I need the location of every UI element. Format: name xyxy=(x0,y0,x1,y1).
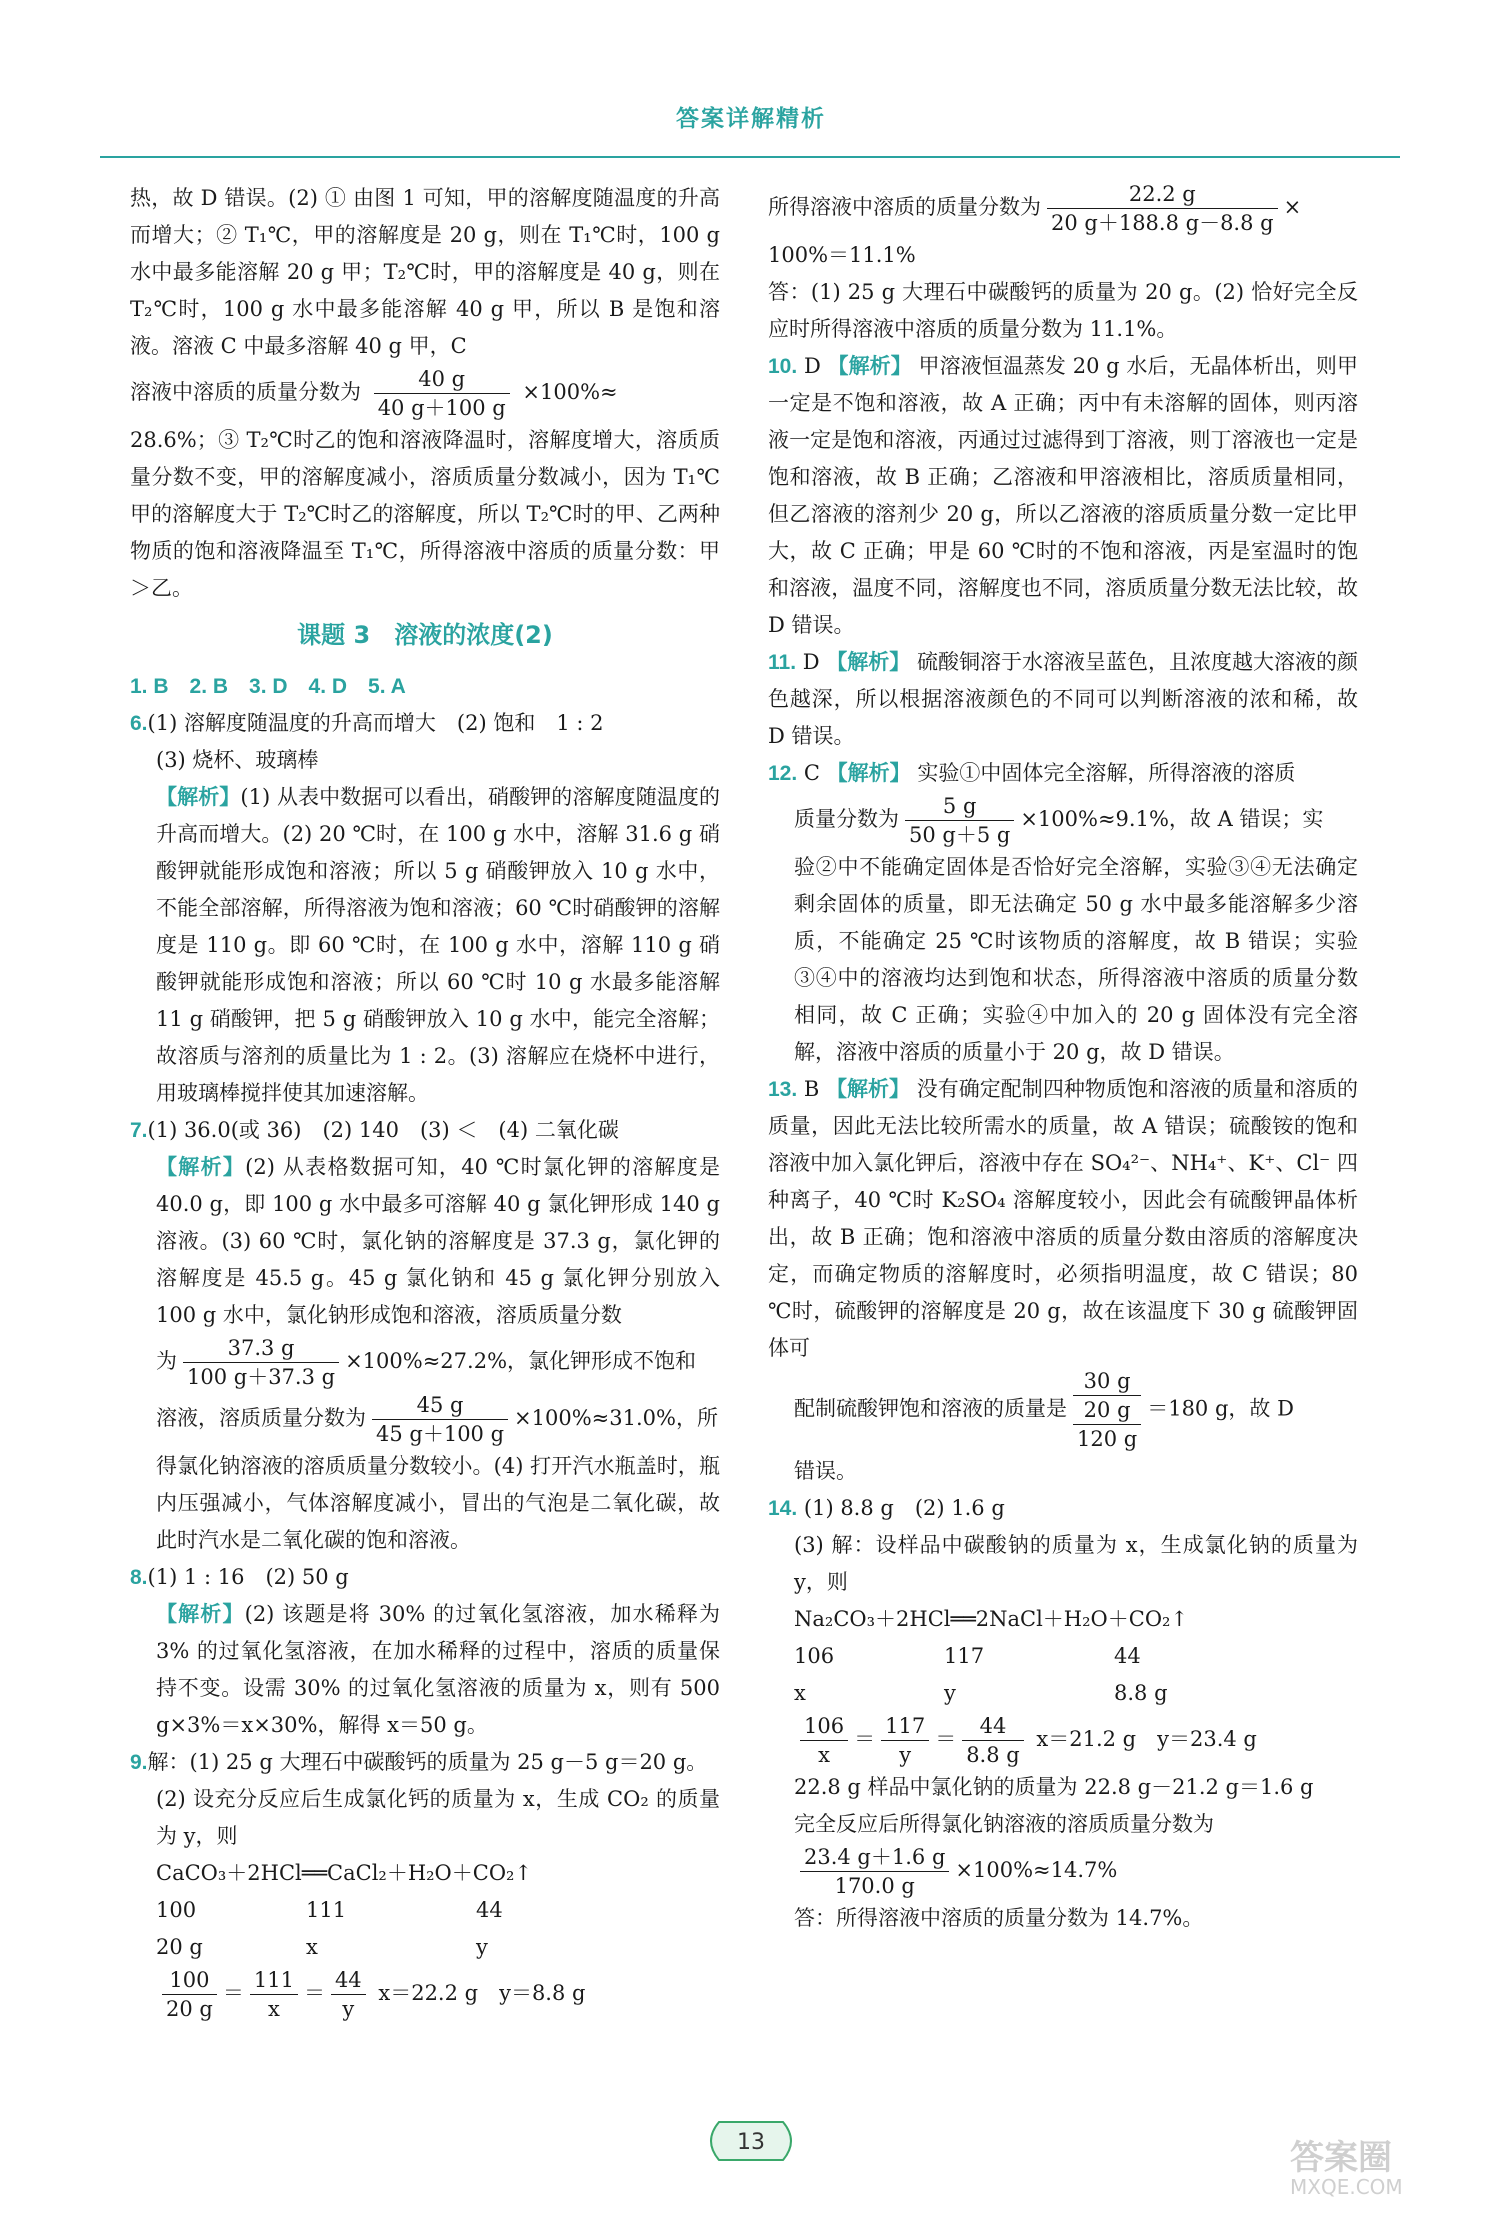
q7-f2-post: ×100%≈31.0%，所 xyxy=(514,1406,718,1430)
q8-analysis xyxy=(130,1596,720,1744)
top: 30 g xyxy=(1073,1367,1141,1396)
q9c-post: × xyxy=(1283,195,1302,219)
q9-value-row xyxy=(130,1929,720,1966)
q7-ans: (1) 36.0(或 36) (2) 140 (3) ＜ (4) 二氧化碳 xyxy=(147,1118,619,1142)
header-divider xyxy=(100,156,1400,158)
cell: 111 xyxy=(306,1898,347,1922)
q7-text: (2) 从表格数据可知，40 ℃时氯化钾的溶解度是 40.0 g，即 100 g 水中最多可溶解 40 g 氯化钾形成 140 g 溶液。(3) 60 ℃时，氯化钠的溶解度是 37.3 g，氯化钾的溶解度是 45.5 g。45 g 氯化钠和 45 g 氯化钾分别放入 100 g 水中，氯化钠形成饱和溶液，溶质质量分数 xyxy=(156,1155,721,1327)
page-number-badge xyxy=(701,2118,801,2164)
q6-answer-2: (3) 烧杯、玻璃棒 xyxy=(156,748,319,772)
q8-ans: (1) 1 : 16 (2) 50 g xyxy=(147,1565,349,1589)
intro-fraction-line xyxy=(130,365,720,422)
complex-fraction xyxy=(1073,1367,1141,1453)
fraction xyxy=(183,1334,339,1391)
q6-ans: (1) 溶解度随温度的升高而增大 (2) 饱和 1 : 2 xyxy=(147,711,604,735)
q10-number: 10. xyxy=(768,355,798,378)
fraction xyxy=(962,1712,1024,1769)
numerator: 117 xyxy=(881,1712,929,1741)
page-number: 13 xyxy=(737,2130,765,2155)
cell: 8.8 g xyxy=(1114,1681,1168,1705)
denominator: 20 g xyxy=(166,1997,213,2021)
q10 xyxy=(768,348,1358,644)
q14-line-3: 完全反应后所得氯化钠溶液的溶质质量分数为 xyxy=(794,1812,1214,1836)
q10-ans: D xyxy=(803,354,821,378)
intro-tail: 28.6%；③ T₂℃时乙的饱和溶液降温时，溶解度增大，溶质质量分数不变，甲的溶解度减小，溶质质量分数减小，因为 T₁℃甲的溶解度大于 T₂℃时乙的溶解度，所以 T₂℃时的甲、乙两种物质的饱和溶液降温至 T₁℃，所得溶液中溶质的质量分数：甲＞乙。 xyxy=(130,428,720,600)
q7-frac-2 xyxy=(130,1391,720,1448)
numerator: 37.3 g xyxy=(183,1334,339,1363)
denominator: y xyxy=(342,1997,355,2021)
answers-1-5: 1. B 2. B 3. D 4. D 5. A xyxy=(130,675,406,698)
numerator: 23.4 g＋1.6 g xyxy=(800,1843,949,1872)
q12-number: 12. xyxy=(768,762,798,785)
fraction xyxy=(162,1966,217,2023)
numerator: 40 g xyxy=(374,365,510,394)
q14-result: x＝21.2 g y＝23.4 g xyxy=(1036,1727,1257,1751)
q9-continued-result: 100%＝11.1% xyxy=(768,243,916,267)
q9-mass-row xyxy=(130,1892,720,1929)
numerator: 45 g xyxy=(372,1391,508,1420)
q8-text: (2) 该题是将 30% 的过氧化氢溶液，加水稀释为 3% 的过氧化氢溶液，在加水稀释的过程中，溶质的质量保持不变。设需 30% 的过氧化氢溶液的质量为 x，则有 500 g×3%＝x×30%，解得 x＝50 g。 xyxy=(156,1602,721,1737)
cell: x xyxy=(794,1681,806,1705)
q14-value-row xyxy=(768,1675,1358,1712)
q7-frac-1 xyxy=(130,1334,720,1391)
q14-ans: (1) 8.8 g (2) 1.6 g xyxy=(803,1496,1005,1520)
section-title: 课题 3 溶液的浓度(2) xyxy=(297,621,553,649)
fraction xyxy=(881,1712,929,1769)
bottom: 120 g xyxy=(1077,1427,1138,1451)
watermark-line-2: MXQE.COM xyxy=(1290,2175,1403,2199)
q14-f-post: ×100%≈14.7% xyxy=(955,1858,1118,1882)
fraction xyxy=(372,1391,508,1448)
denominator: 8.8 g xyxy=(966,1743,1020,1767)
denominator: x xyxy=(267,1997,280,2021)
q6-analysis xyxy=(130,779,720,1112)
q7-analysis xyxy=(130,1149,720,1334)
q9-ratio: $\frac{100}{20 g}$ ＝ $\frac{111}{x}$ ＝ $\frac{44}{y}$ x＝22.2 g y＝8.8 g xyxy=(130,1966,720,2023)
q13-ans: B xyxy=(803,1077,820,1101)
q11-ans: D xyxy=(802,650,820,674)
q7-f1-pre: 为 xyxy=(156,1349,177,1373)
middle: 20 g xyxy=(1073,1396,1141,1425)
fraction xyxy=(905,792,1014,849)
q13-text: 没有确定配制四种物质饱和溶液的质量和溶质的质量，因此无法比较所需水的质量，故 A 错误；硫酸铵的饱和溶液中加入氯化钾后，溶液中存在 SO₄²⁻、NH₄⁺、K⁺、Cl⁻ 四种离子，40 ℃时 K₂SO₄ 溶解度较小，因此会有硫酸钾晶体析出，故 B 正确；饱和溶液中溶质的质量分数由溶质的溶解度决定，而确定物质的溶解度时，必须指明温度，故 C 错误；80 ℃时，硫酸钾的溶解度是 20 g，故在该温度下 30 g 硫酸钾固体可 xyxy=(768,1077,1358,1360)
right-column xyxy=(768,180,1358,1937)
cell: y xyxy=(476,1935,488,1959)
cell: y xyxy=(944,1681,956,1705)
q12-f-pre: 质量分数为 xyxy=(794,807,899,831)
fraction xyxy=(250,1966,298,2023)
watermark xyxy=(1290,2130,1490,2220)
q14-mass-row xyxy=(768,1638,1358,1675)
denominator: 50 g＋5 g xyxy=(909,823,1011,847)
q9-line-2: (2) 设充分反应后生成氯化钙的质量为 x，生成 CO₂ 的质量为 y，则 xyxy=(156,1787,720,1848)
numerator: 5 g xyxy=(905,792,1014,821)
fraction xyxy=(1047,180,1278,237)
numerator: 22.2 g xyxy=(1047,180,1278,209)
q14-answer xyxy=(768,1490,1358,1527)
q13 xyxy=(768,1071,1358,1367)
q14-number: 14. xyxy=(768,1497,798,1520)
q13-frac xyxy=(768,1367,1358,1453)
fraction xyxy=(374,365,510,422)
watermark-line-1: 答案圈 xyxy=(1290,2138,1392,2178)
q9-continued-frac xyxy=(768,180,1358,237)
q13-f-pre: 配制硫酸钾饱和溶液的质量是 xyxy=(794,1396,1067,1421)
numerator: 44 xyxy=(962,1712,1024,1741)
q6-answer xyxy=(130,705,720,742)
cell: 106 xyxy=(794,1644,835,1668)
q11-number: 11. xyxy=(768,651,797,674)
q9-line-1 xyxy=(130,1744,720,1781)
q14-frac xyxy=(768,1843,1358,1900)
q8-answer xyxy=(130,1559,720,1596)
denominator: 40 g＋100 g xyxy=(377,396,506,420)
numerator: 100 xyxy=(162,1966,217,1995)
q12-text: 实验①中固体完全溶解，所得溶液的溶质 xyxy=(917,761,1296,785)
numerator: 111 xyxy=(250,1966,298,1995)
analysis-tag: 【解析】 xyxy=(826,1077,911,1101)
q10-text: 甲溶液恒温蒸发 20 g 水后，无晶体析出，则甲一定是不饱和溶液，故 A 正确；丙中有未溶解的固体，则丙溶液一定是饱和溶液，丙通过过滤得到丁溶液，则丁溶液也一定是饱和溶液，故 B 正确；乙溶液和甲溶液相比，溶质质量相同，但乙溶液的溶剂少 20 g，所以乙溶液的溶质质量分数一定比甲大，故 C 正确；甲是 60 ℃时的不饱和溶液，丙是室温时的饱和溶液，温度不同，溶解度也不同，溶质质量分数无法比较，故 D 错误。 xyxy=(768,354,1358,637)
cell: 20 g xyxy=(156,1935,203,1959)
q14-ratio: $\frac{106}{x}$ ＝ $\frac{117}{y}$ ＝ $\frac{44}{8.8 g}$ x＝21.2 g y＝23.4 g xyxy=(768,1712,1358,1769)
cell: x xyxy=(306,1935,318,1959)
q12-ans: C xyxy=(803,761,820,785)
q7-answer xyxy=(130,1112,720,1149)
q8-number: 8. xyxy=(130,1566,148,1589)
denominator: x xyxy=(818,1743,830,1767)
page-header-title: 答案详解精析 xyxy=(676,106,826,132)
q13-tail: 错误。 xyxy=(794,1459,857,1483)
denominator: 20 g＋188.8 g－8.8 g xyxy=(1051,211,1274,235)
q9-answer-statement: 答：(1) 25 g 大理石中碳酸钙的质量为 20 g。(2) 恰好完全反应时所得溶液中溶质的质量分数为 11.1%。 xyxy=(768,280,1358,341)
cell: 100 xyxy=(156,1898,197,1922)
q12-tail: 验②中不能确定固体是否恰好完全溶解，实验③④无法确定剩余固体的质量，即无法确定 50 g 水中最多能溶解多少溶质，不能确定 25 ℃时该物质的溶解度，故 B 错误；实验③④中的溶液均达到饱和状态，所得溶液中溶质的质量分数相同，故 C 正确；实验④中加入的 20 g 固体没有完全溶解，溶液中溶质的质量小于 20 g，故 D 错误。 xyxy=(794,855,1358,1064)
q13-f-post: ＝180 g，故 D xyxy=(1147,1396,1294,1421)
q7-tail: 得氯化钠溶液的溶质质量分数较小。(4) 打开汽水瓶盖时，瓶内压强减小，气体溶解度减小，冒出的气泡是二氧化碳，故此时汽水是二氧化碳的饱和溶液。 xyxy=(156,1454,720,1552)
q6-text: (1) 从表中数据可以看出，硝酸钾的溶解度随温度的升高而增大。(2) 20 ℃时，在 100 g 水中，溶解 31.6 g 硝酸钾就能形成饱和溶液；所以 5 g 硝酸钾放入 10 g 水中，不能全部溶解，所得溶液为饱和溶液；60 ℃时硝酸钾的溶解度是 110 g。即 60 ℃时，在 100 g 水中，溶解 110 g 硝酸钾就能形成饱和溶液；所以 60 ℃时 10 g 水最多能溶解 11 g 硝酸钾，把 5 g 硝酸钾放入 10 g 水中，能完全溶解；故溶质与溶剂的质量比为 1 : 2。(3) 溶解应在烧杯中进行，用玻璃棒搅拌使其加速溶解。 xyxy=(156,785,721,1105)
q12-f-post: ×100%≈9.1%，故 A 错误；实 xyxy=(1020,807,1324,831)
q12 xyxy=(768,755,1358,792)
q12-frac xyxy=(768,792,1358,849)
q13-number: 13. xyxy=(768,1078,798,1101)
intro-frac-pre: 溶液中溶质的质量分数为 xyxy=(130,380,361,404)
analysis-tag: 【解析】 xyxy=(826,761,911,785)
fraction xyxy=(331,1966,366,2023)
denominator: 45 g＋100 g xyxy=(376,1422,505,1446)
q9-result: x＝22.2 g y＝8.8 g xyxy=(378,1981,586,2005)
numerator: 106 xyxy=(800,1712,848,1741)
q11 xyxy=(768,644,1358,755)
denominator: 170.0 g xyxy=(834,1874,915,1898)
q7-f2-pre: 溶液，溶质质量分数为 xyxy=(156,1406,366,1430)
denominator: y xyxy=(899,1743,912,1767)
fraction xyxy=(800,1712,848,1769)
analysis-tag: 【解析】 xyxy=(827,354,912,378)
analysis-tag: 【解析】 xyxy=(156,785,241,809)
numerator: 44 xyxy=(331,1966,366,1995)
cell: 44 xyxy=(476,1898,503,1922)
q9-equation: CaCO₃＋2HCl══CaCl₂＋H₂O＋CO₂↑ xyxy=(156,1861,533,1885)
cell: 117 xyxy=(944,1644,985,1668)
q9c-pre: 所得溶液中溶质的质量分数为 xyxy=(768,195,1041,219)
q7-number: 7. xyxy=(130,1119,148,1142)
analysis-tag: 【解析】 xyxy=(156,1602,245,1626)
q14-line-2: 22.8 g 样品中氯化钠的质量为 22.8 g－21.2 g＝1.6 g xyxy=(794,1775,1314,1799)
q6-number: 6. xyxy=(130,712,148,735)
left-column xyxy=(130,180,720,2023)
cell: 44 xyxy=(1114,1644,1141,1668)
q11-text: 硫酸铜溶于水溶液呈蓝色，且浓度越大溶液的颜色越深，所以根据溶液颜色的不同可以判断溶液的浓和稀，故 D 错误。 xyxy=(768,650,1359,748)
q9-number: 9. xyxy=(130,1751,148,1774)
q14-answer-statement: 答：所得溶液中溶质的质量分数为 14.7%。 xyxy=(794,1906,1204,1930)
analysis-tag: 【解析】 xyxy=(156,1155,246,1179)
fraction xyxy=(800,1843,949,1900)
analysis-tag: 【解析】 xyxy=(826,650,911,674)
denominator: 100 g＋37.3 g xyxy=(187,1365,336,1389)
q7-f1-post: ×100%≈27.2%，氯化钾形成不饱和 xyxy=(345,1349,697,1373)
q14-line-1: (3) 解：设样品中碳酸钠的质量为 x，生成氯化钠的质量为 y，则 xyxy=(794,1533,1358,1594)
q14-equation: Na₂CO₃＋2HCl══2NaCl＋H₂O＋CO₂↑ xyxy=(794,1607,1189,1631)
q9-l1: 解：(1) 25 g 大理石中碳酸钙的质量为 25 g－5 g＝20 g。 xyxy=(147,1750,708,1774)
intro-frac-post: ×100%≈ xyxy=(522,380,618,404)
intro-paragraph: 热，故 D 错误。(2) ① 由图 1 可知，甲的溶解度随温度的升高而增大；② T₁℃，甲的溶解度是 20 g，则在 T₁℃时，100 g 水中最多能溶解 20 g 甲；T₂℃时，甲的溶解度是 40 g，则在 T₂℃时，100 g 水中最多能溶解 40 g 甲，所以 B 是饱和溶液。溶液 C 中最多溶解 40 g 甲，C xyxy=(130,186,720,358)
